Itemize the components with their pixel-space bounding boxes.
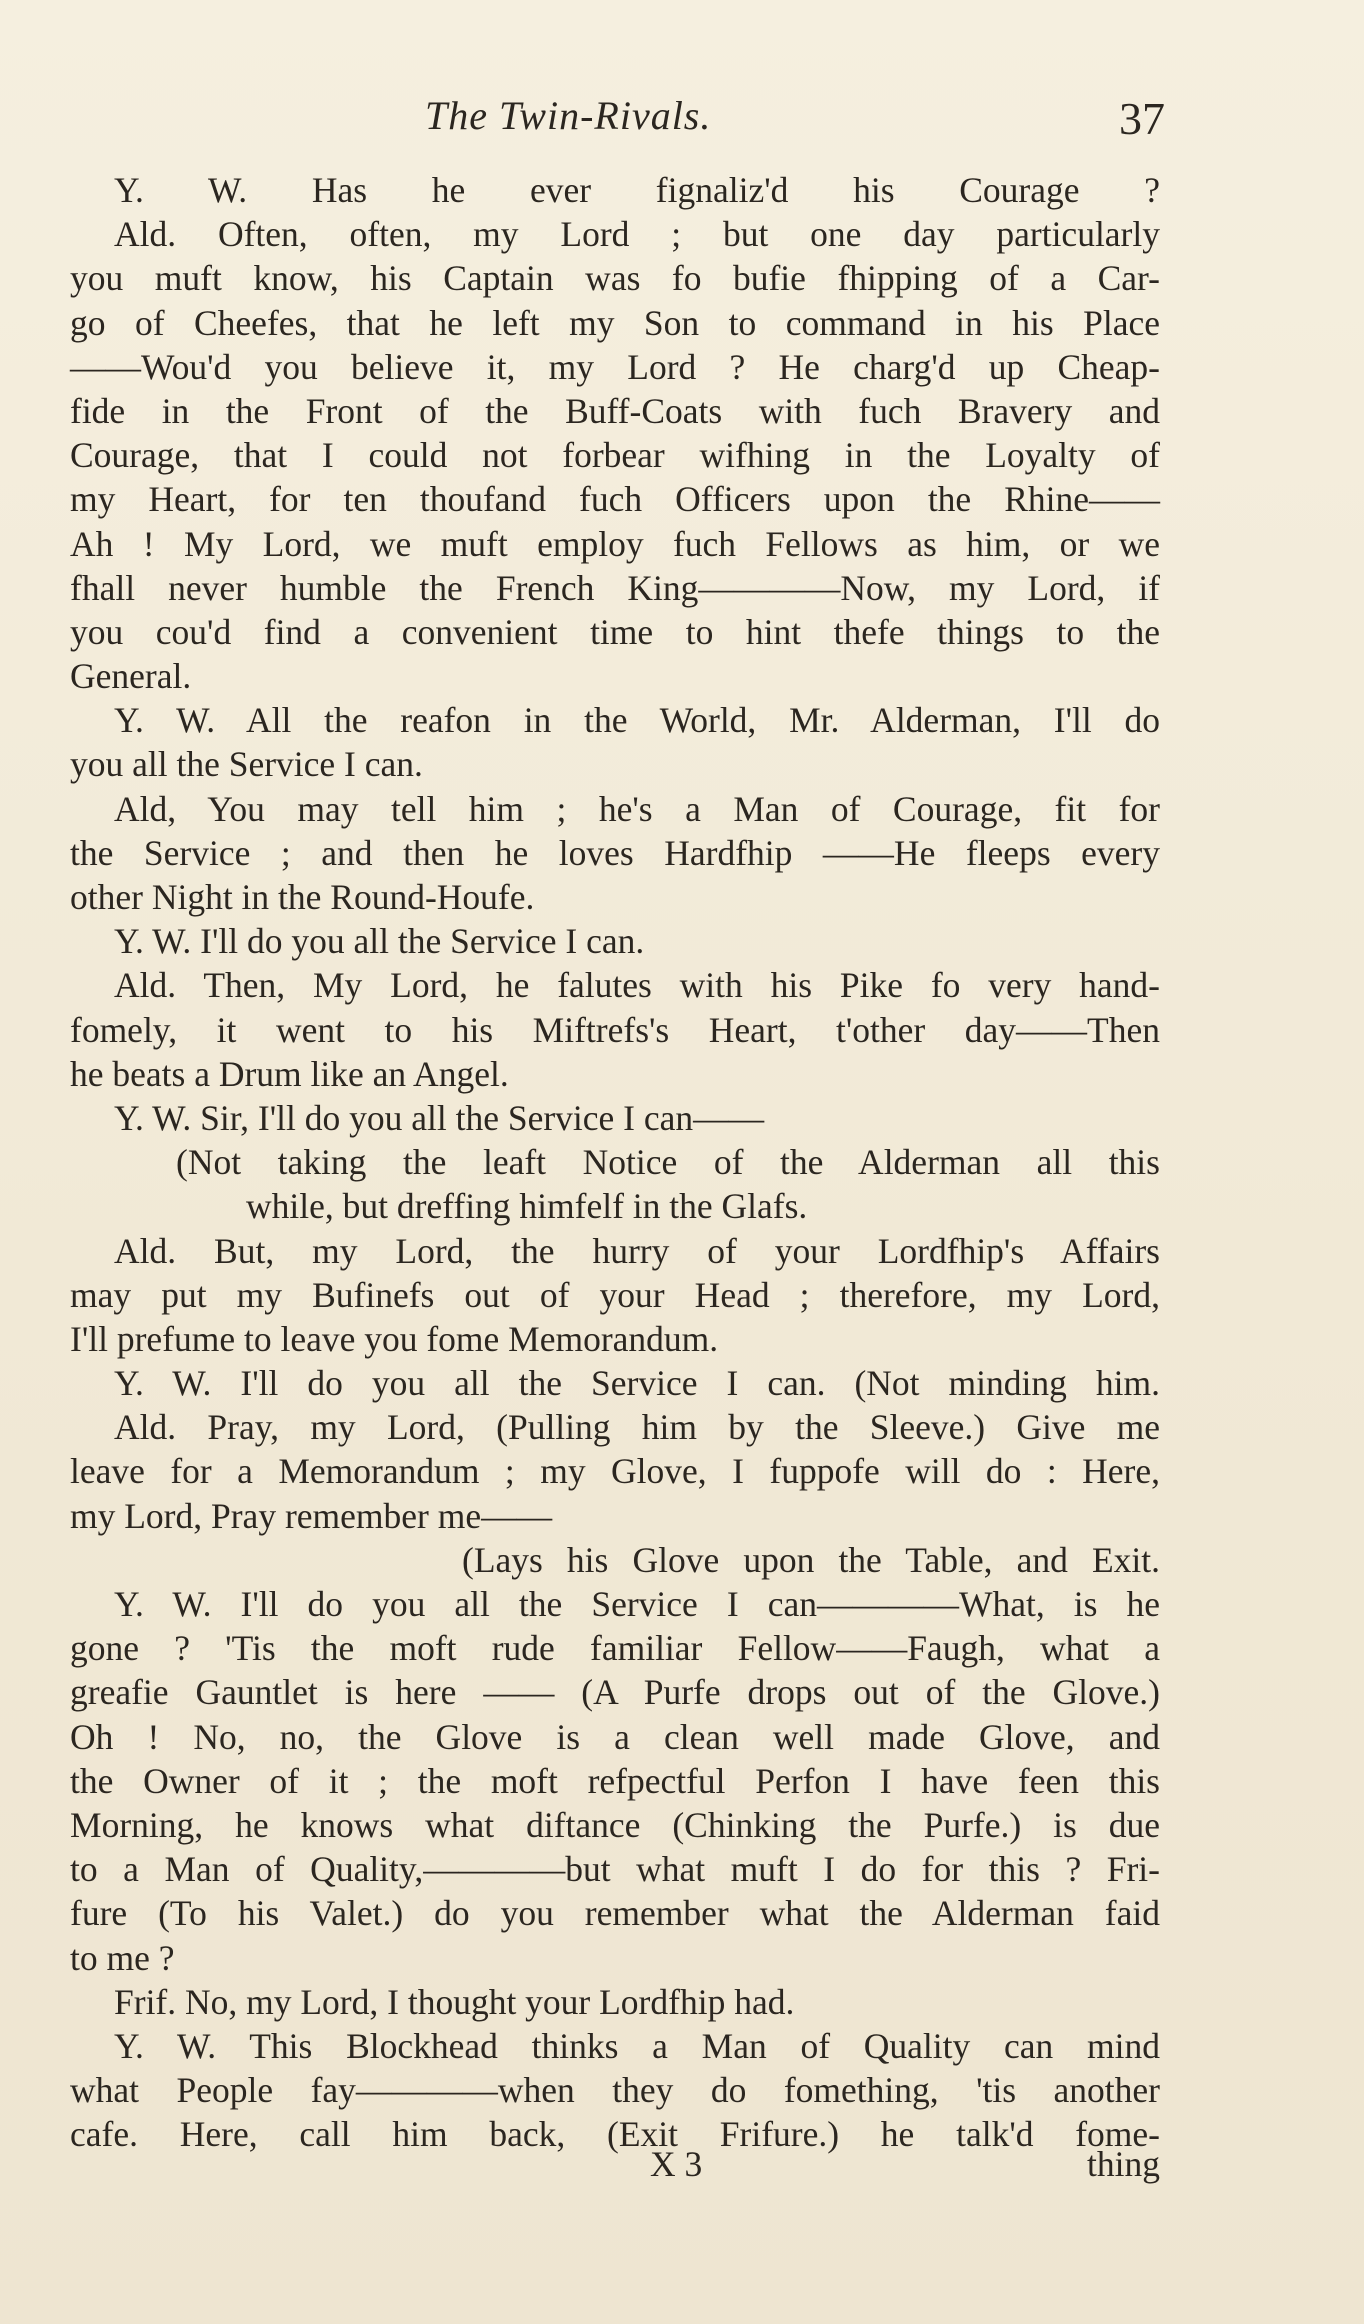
catchword: thing <box>1087 2144 1160 2184</box>
text-line: the Service ; and then he loves Hardfhip ——He fleeps every <box>70 832 1160 873</box>
text-line: Ald, You may tell him ; he's a Man of Courage, fit for <box>114 788 1160 829</box>
text-line: may put my Bufinefs out of your Head ; therefore, my Lord, <box>70 1274 1160 1315</box>
text-line: fide in the Front of the Buff-Coats with fuch Bravery and <box>70 390 1160 431</box>
text-line: General. <box>70 656 192 697</box>
text-line: Oh ! No, no, the Glove is a clean well made Glove, and <box>70 1716 1160 1757</box>
text-line: to a Man of Quality,————but what muft I do for this ? Fri- <box>70 1849 1160 1890</box>
text-line: what People fay————when they do fomething, 'tis another <box>70 2070 1160 2111</box>
text-line: fhall never humble the French King————Now, my Lord, if <box>70 567 1160 608</box>
text-line: Y. W. I'll do you all the Service I can. (Not minding him. <box>114 1363 1160 1404</box>
text-line: Y. W. I'll do you all the Service I can. <box>114 921 645 962</box>
text-line: I'll prefume to leave you fome Memorandum. <box>70 1318 719 1359</box>
text-line: Courage, that I could not forbear wifhing in the Loyalty of <box>70 435 1160 476</box>
text-line: Y. W. This Blockhead thinks a Man of Quality can mind <box>114 2025 1160 2066</box>
text-line: my Lord, Pray remember me—— <box>70 1495 553 1536</box>
text-line: to me ? <box>70 1937 175 1978</box>
text-line: Ah ! My Lord, we muft employ fuch Fellows as him, or we <box>70 523 1160 564</box>
text-line: other Night in the Round-Houfe. <box>70 877 535 917</box>
text-line: greafie Gauntlet is here —— (A Purfe drops out of the Glove.) <box>70 1672 1160 1713</box>
text-line: Y. W. Sir, I'll do you all the Service I can—— <box>114 1097 765 1138</box>
text-line: go of Cheefes, that he left my Son to command in his Place <box>70 302 1160 343</box>
stage-direction: while, but dreffing himfelf in the Glafs. <box>246 1186 808 1227</box>
text-line: you cou'd find a convenient time to hint thefe things to the <box>70 611 1160 652</box>
text-line: Y. W. Has he ever fignaliz'd his Courage ? <box>114 170 1160 210</box>
text-line: you all the Service I can. <box>70 744 423 785</box>
body-text <box>70 168 1160 2156</box>
stage-direction: (Not taking the leaft Notice of the Alderman all this <box>176 1142 1160 1183</box>
text-line: gone ? 'Tis the moft rude familiar Fellow——Faugh, what a <box>70 1628 1160 1669</box>
text-line: my Heart, for ten thoufand fuch Officers upon the Rhine—— <box>70 479 1160 520</box>
text-line: Ald. Often, often, my Lord ; but one day particularly <box>114 214 1160 255</box>
text-line: Morning, he knows what diftance (Chinking the Purfe.) is due <box>70 1804 1160 1845</box>
text-line: Ald. Then, My Lord, he falutes with his Pike fo very hand- <box>114 965 1160 1006</box>
text-line: Ald. But, my Lord, the hurry of your Lordfhip's Affairs <box>114 1230 1160 1271</box>
text-line: leave for a Memorandum ; my Glove, I fuppofe will do : Here, <box>70 1451 1160 1492</box>
running-title: The Twin-Rivals. <box>425 93 712 138</box>
page-footer <box>70 2143 1160 2187</box>
stage-direction: (Lays his Glove upon the Table, and Exit. <box>462 1539 1160 1580</box>
page-header <box>425 92 1165 152</box>
text-line: he beats a Drum like an Angel. <box>70 1053 509 1094</box>
text-line: you muft know, his Captain was fo bufie fhipping of a Car- <box>70 258 1160 299</box>
text-line: ——Wou'd you believe it, my Lord ? He charg'd up Cheap- <box>70 346 1160 387</box>
text-line: cafe. Here, call him back, (Exit Frifure.) he talk'd fome- <box>70 2114 1160 2155</box>
text-line: Ald. Pray, my Lord, (Pulling him by the Sleeve.) Give me <box>114 1407 1160 1448</box>
text-line: Y. W. I'll do you all the Service I can————What, is he <box>114 1584 1160 1624</box>
page-number: 37 <box>1119 93 1165 144</box>
text-line: Y. W. All the reafon in the World, Mr. Alderman, I'll do <box>114 700 1160 741</box>
text-line: the Owner of it ; the moft refpectful Perfon I have feen this <box>70 1760 1160 1801</box>
text-line: fomely, it went to his Miftrefs's Heart, t'other day——Then <box>70 1009 1160 1050</box>
signature-mark: X 3 <box>650 2144 703 2184</box>
text-line: Frif. No, my Lord, I thought your Lordfhip had. <box>114 1981 795 2022</box>
text-line: fure (To his Valet.) do you remember what the Alderman faid <box>70 1893 1160 1934</box>
